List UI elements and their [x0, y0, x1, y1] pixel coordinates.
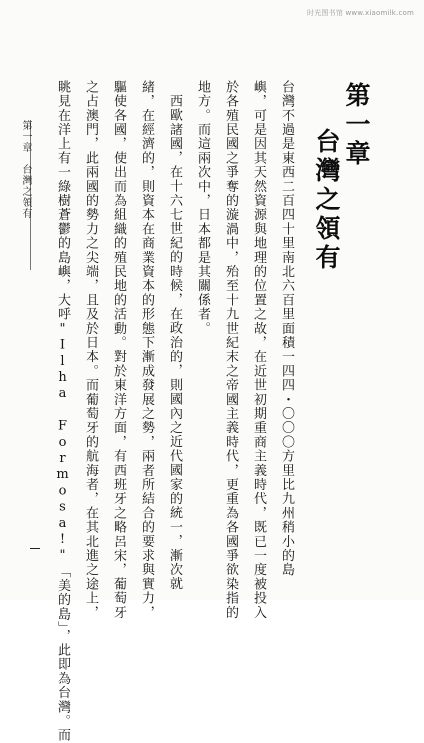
text-column-9: 眺見在洋上有一綠樹蒼鬱的島嶼，大呼"Ilha Formosa!"「美的島」，此即為台灣。而: [55, 80, 70, 743]
text-column-4: 地方。而這兩次中，日本都是其關係者。: [195, 80, 210, 336]
text-column-5: 西歐諸國，在十六七世紀的時候，在政治的，則國內之近代國家的統一，漸次就: [167, 94, 182, 591]
text-column-2: 嶼，可是因其天然資源與地理的位置之故，在近世初期重商主義時代，既已一度被投入: [251, 80, 266, 620]
chapter-number: 第一章: [342, 82, 371, 169]
running-header: [18, 120, 40, 460]
running-header-text: 第一章 台灣之領有: [20, 120, 31, 219]
text-column-1: 台灣不過是東西二百四十里南北六百里面積一四四・〇〇〇方里比九州稍小的島: [279, 80, 294, 577]
page-number-mark: [30, 548, 40, 549]
text-column-3: 於各殖民國之爭奪的漩渦中，殆至十九世紀末之帝國主義時代，更重為各國爭欲染指的: [223, 80, 238, 620]
text-column-6: 緒，在經濟的，則資本在商業資本的形態下漸成發展之勢，兩者所結合的要求與實力，: [139, 80, 154, 620]
chapter-name: 台灣之領有: [312, 128, 341, 273]
body-text: [55, 80, 308, 743]
text-column-7: 驅使各國，使出而為組織的殖民地的活動。對於東洋方面，有西班牙之略呂宋，葡萄牙: [111, 80, 126, 620]
site-watermark: 时光图书馆 www.xiaomilk.com: [307, 9, 414, 17]
text-column-8: 之占澳門，此兩國的勢力之尖端，且及於日本。而葡萄牙的航海者，在其北進之途上，: [83, 80, 98, 620]
chapter-title: [314, 82, 374, 442]
